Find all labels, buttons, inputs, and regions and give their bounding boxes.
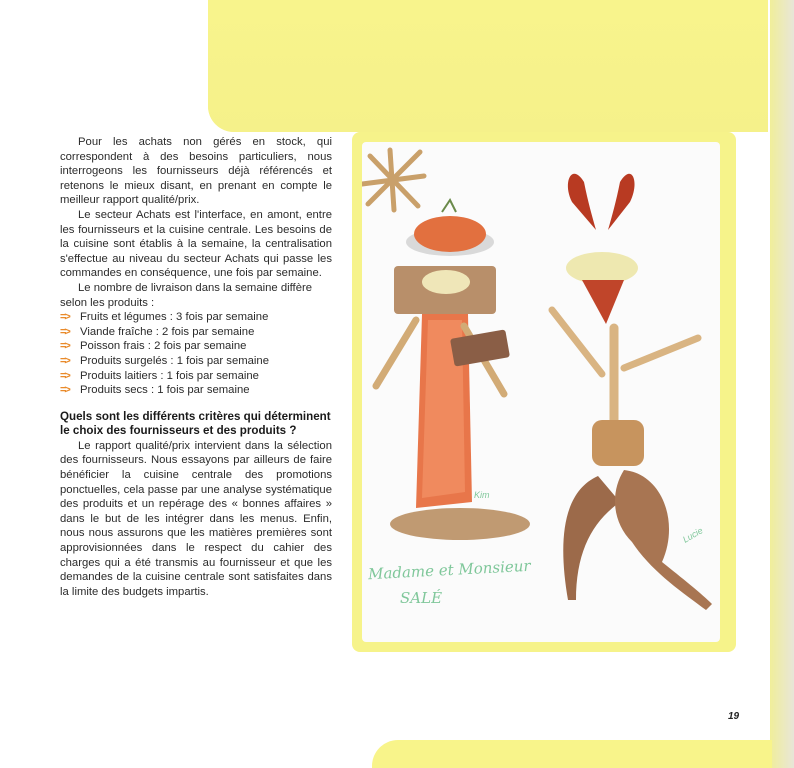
top-yellow-band bbox=[208, 0, 768, 132]
list-item: => Fruits et légumes : 3 fois par semaine bbox=[60, 311, 269, 324]
section-paragraph: Le rapport qualité/prix intervient dans la sélection des fournisseurs. Nous essayons par ailleurs de faire bénéficier la cuisine centrale des promotions ponctuelles, cela passe par une analyse systématique des produits et un repérage des « bonnes affaires » dans le but de les intégrer dans les menus. Enfin, nous nous assurons que les matières premières sont approvisionnées dans le respect du cahier des charges qui a été transmis au fournisseur et que les demandes de la cuisine centrale sont satisfaites dans la limite des budgets impartis. bbox=[60, 439, 332, 598]
list-item: => Viande fraîche : 2 fois par semaine bbox=[60, 325, 255, 338]
signature-right: Lucie bbox=[680, 525, 705, 545]
photo-caption-line2: SALÉ bbox=[400, 589, 443, 607]
intro-paragraph-1: Pour les achats non gérés en stock, qui correspondent à des besoins particuliers, nous interrogeons les fournisseurs déjà référencés et retenons le mieux disant, en prenant en compte le meilleur rapport qualité/prix. bbox=[60, 136, 332, 207]
section-heading: Quels sont les différents critères qui déterminent le choix des fournisseurs et des produits ? bbox=[60, 409, 331, 438]
delivery-list bbox=[60, 310, 332, 398]
arrow-icon: => bbox=[60, 384, 69, 397]
intro-paragraph-3: Le nombre de livraison dans la semaine diffère selon les produits : bbox=[60, 281, 313, 309]
food-art-photo bbox=[362, 142, 720, 642]
arrow-icon: => bbox=[60, 354, 69, 367]
breadstick-star bbox=[362, 150, 424, 210]
text-column bbox=[60, 135, 332, 599]
page-number-tab bbox=[700, 704, 752, 732]
arrow-icon: => bbox=[60, 340, 69, 353]
arrow-icon: => bbox=[60, 369, 69, 382]
page-edge bbox=[770, 0, 794, 768]
intro-paragraph-2: Le secteur Achats est l'interface, en amont, entre les fournisseurs et la cuisine centrale. Les besoins de la cuisine sont établis à la semaine, la centralisation s'effectue au niveau du secteur Achats qui passe les commandes en conséquence, une fois par semaine. bbox=[60, 208, 332, 280]
arrow-icon: => bbox=[60, 325, 69, 338]
list-item: => Produits secs : 1 fois par semaine bbox=[60, 384, 250, 397]
page-number: 19 bbox=[728, 711, 740, 722]
list-item: => Produits laitiers : 1 fois par semaine bbox=[60, 369, 259, 382]
list-item: => Produits surgelés : 1 fois par semaine bbox=[60, 354, 270, 367]
signature-left: Kim bbox=[474, 490, 490, 500]
photo-caption-line1: Madame et Monsieur bbox=[367, 556, 532, 584]
list-item: => Poisson frais : 2 fois par semaine bbox=[60, 340, 247, 353]
arrow-icon: => bbox=[60, 311, 69, 324]
bottom-yellow-band bbox=[372, 740, 772, 768]
